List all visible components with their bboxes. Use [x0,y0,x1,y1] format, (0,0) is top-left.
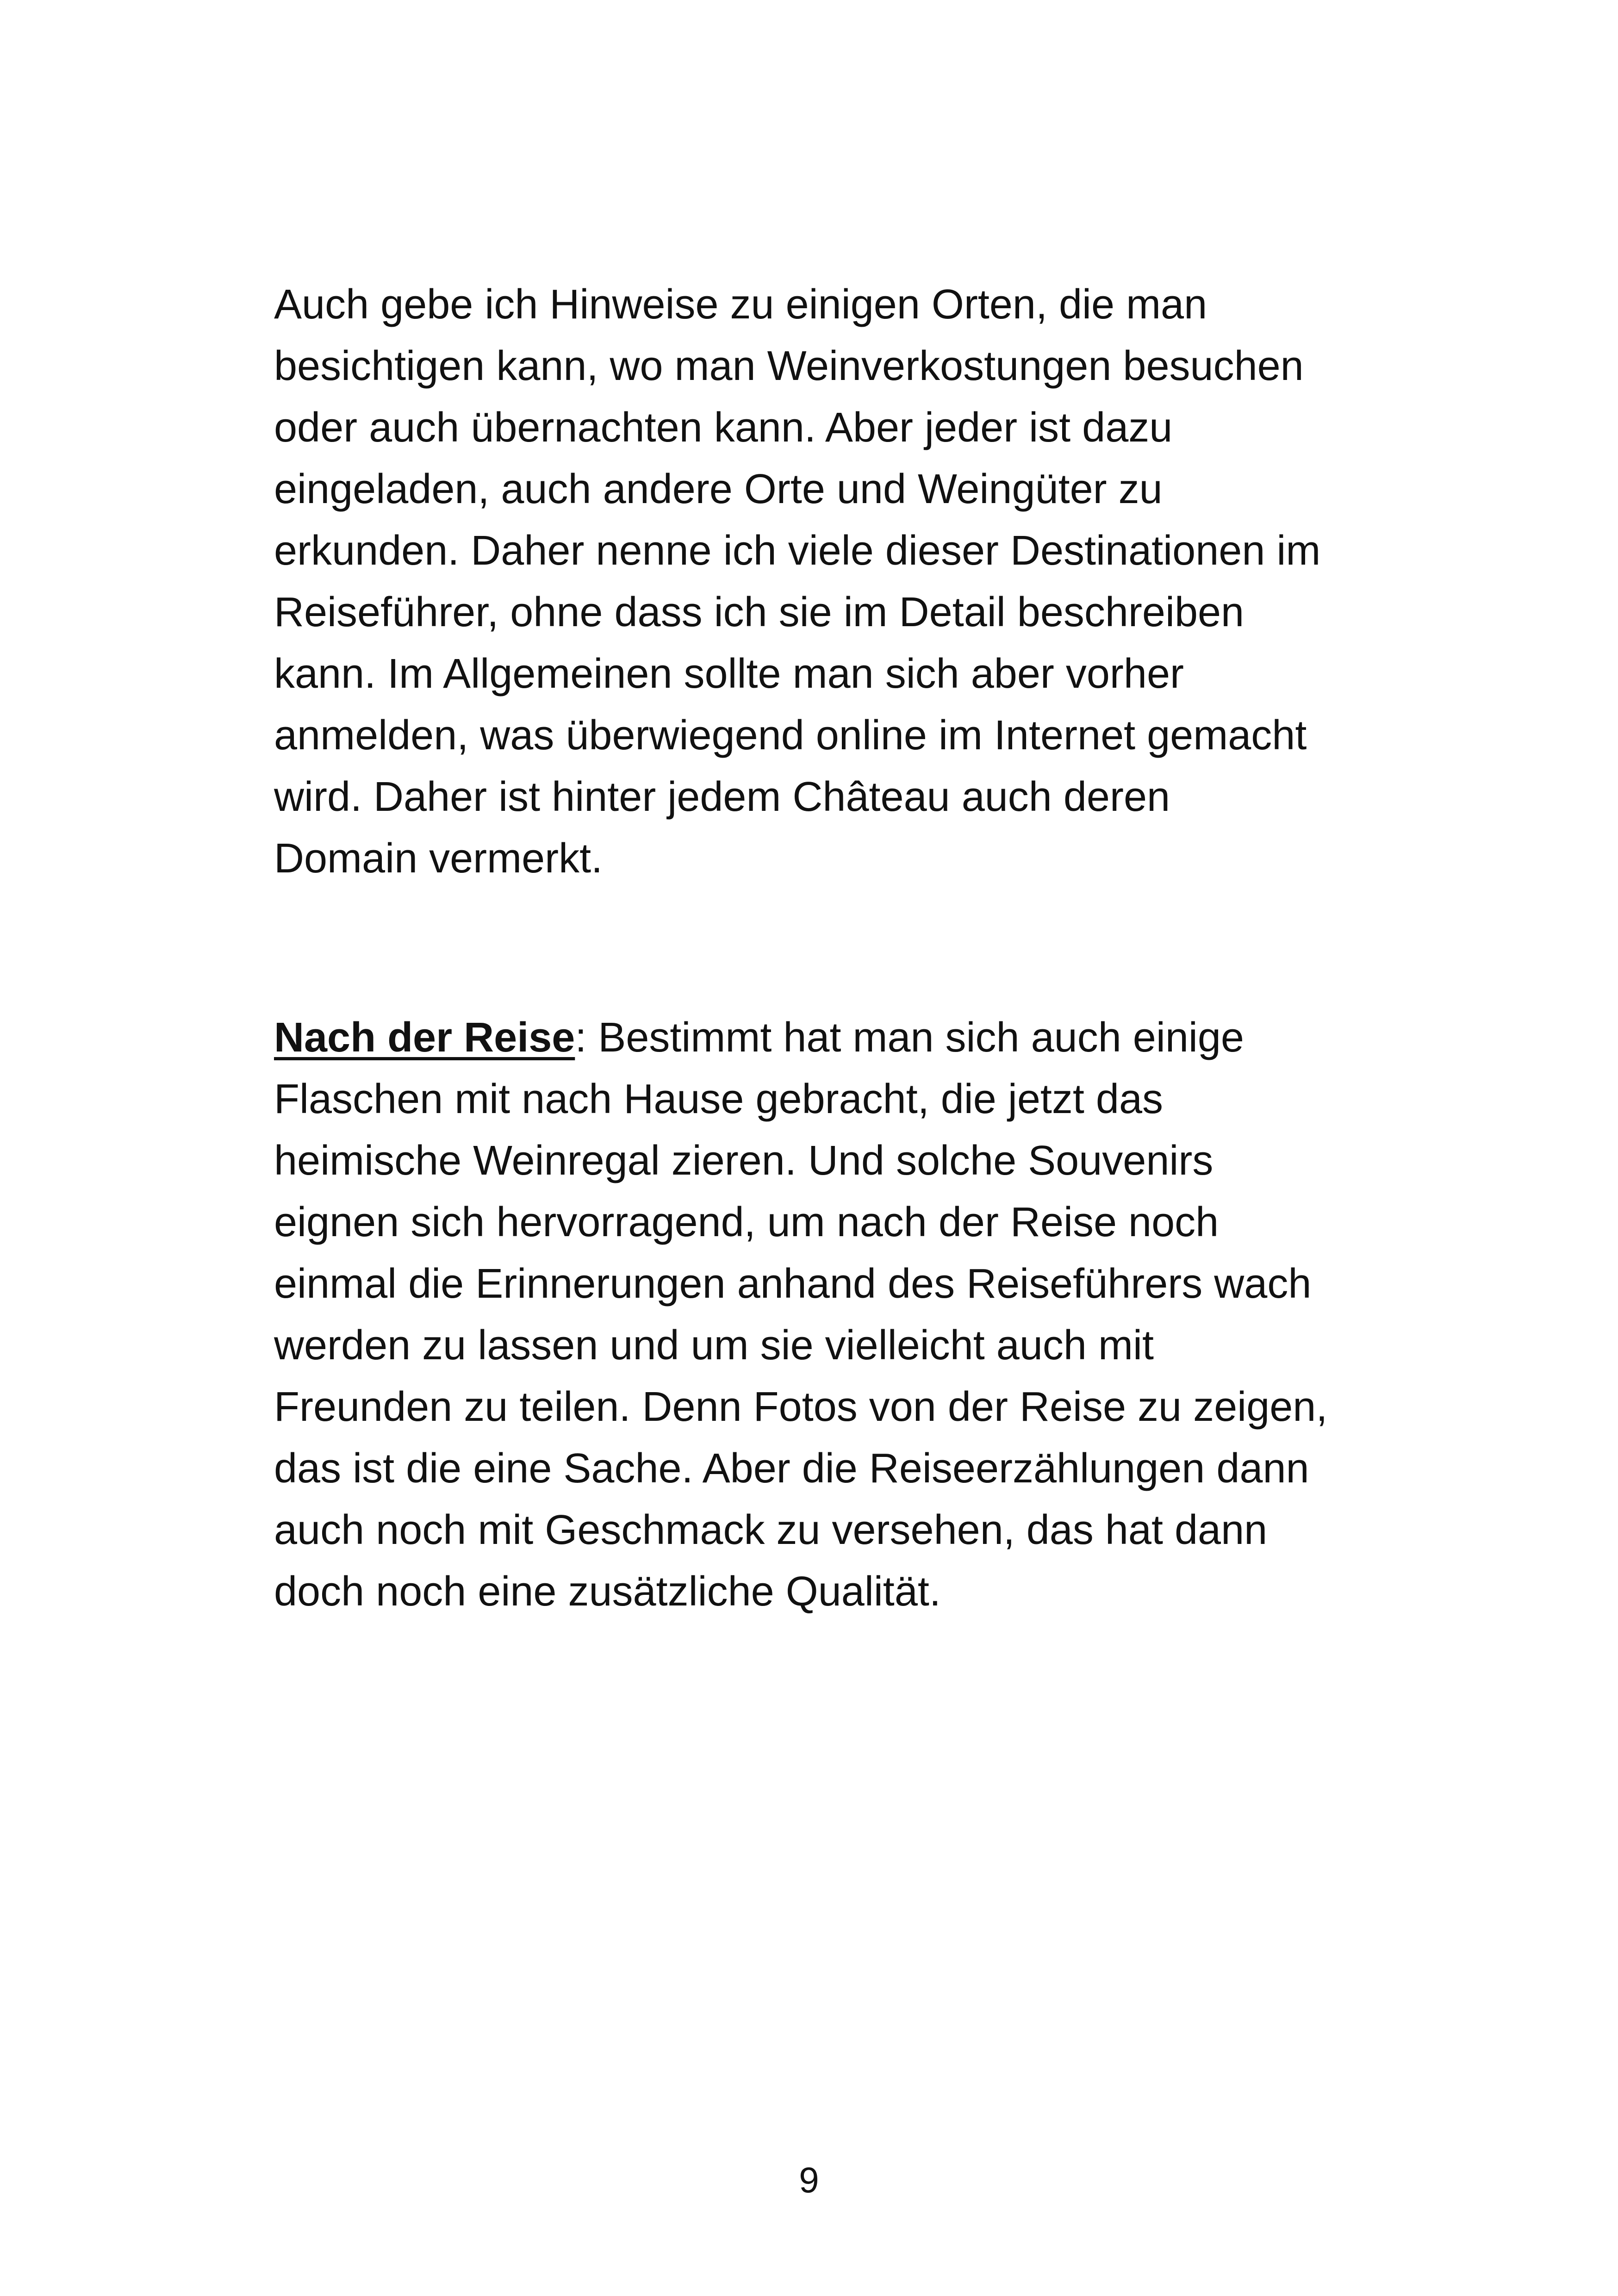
text-line: einmal die Erinnerungen anhand des Reiseführers wach [274,1261,1312,1307]
text-line: das ist die eine Sache. Aber die Reiseerzählungen dann [274,1445,1309,1492]
text-line: Flaschen mit nach Hause gebracht, die jetzt das [274,1076,1164,1122]
text-line: erkunden. Daher nenne ich viele dieser Destinationen im [274,528,1321,574]
text-line: oder auch übernachten kann. Aber jeder ist dazu [274,404,1173,451]
text-line: besichtigen kann, wo man Weinverkostungen besuchen [274,343,1304,389]
text-line: Auch gebe ich Hinweise zu einigen Orten, die man [274,281,1207,328]
section-heading: Nach der Reise [274,1014,575,1061]
text-line: Reiseführer, ohne dass ich sie im Detail beschreiben [274,589,1245,635]
text-line: Domain vermerkt. [274,835,603,882]
text-line: Freunden zu teilen. Denn Fotos von der Reise zu zeigen, [274,1384,1328,1430]
heading-suffix-text: : Bestimmt hat man sich auch einige [575,1014,1244,1061]
text-line: heimische Weinregal zieren. Und solche Souvenirs [274,1138,1214,1184]
text-line: wird. Daher ist hinter jedem Château auch deren [274,774,1170,820]
text-line: anmelden, was überwiegend online im Internet gemacht [274,712,1307,759]
text-line: eingeladen, auch andere Orte und Weingüter zu [274,466,1163,512]
paragraph-after-trip [274,1007,1352,1623]
text-line: auch noch mit Geschmack zu versehen, das hat dann [274,1507,1268,1553]
text-line-with-heading [274,1007,1352,1069]
page-number: 9 [799,2159,819,2200]
text-line: eignen sich hervorragend, um nach der Reise noch [274,1199,1219,1245]
text-line: werden zu lassen und um sie vielleicht auch mit [274,1322,1154,1369]
text-line: kann. Im Allgemeinen sollte man sich aber vorher [274,651,1184,697]
paragraph-hints [274,274,1352,890]
text-line: doch noch eine zusätzliche Qualität. [274,1568,941,1615]
